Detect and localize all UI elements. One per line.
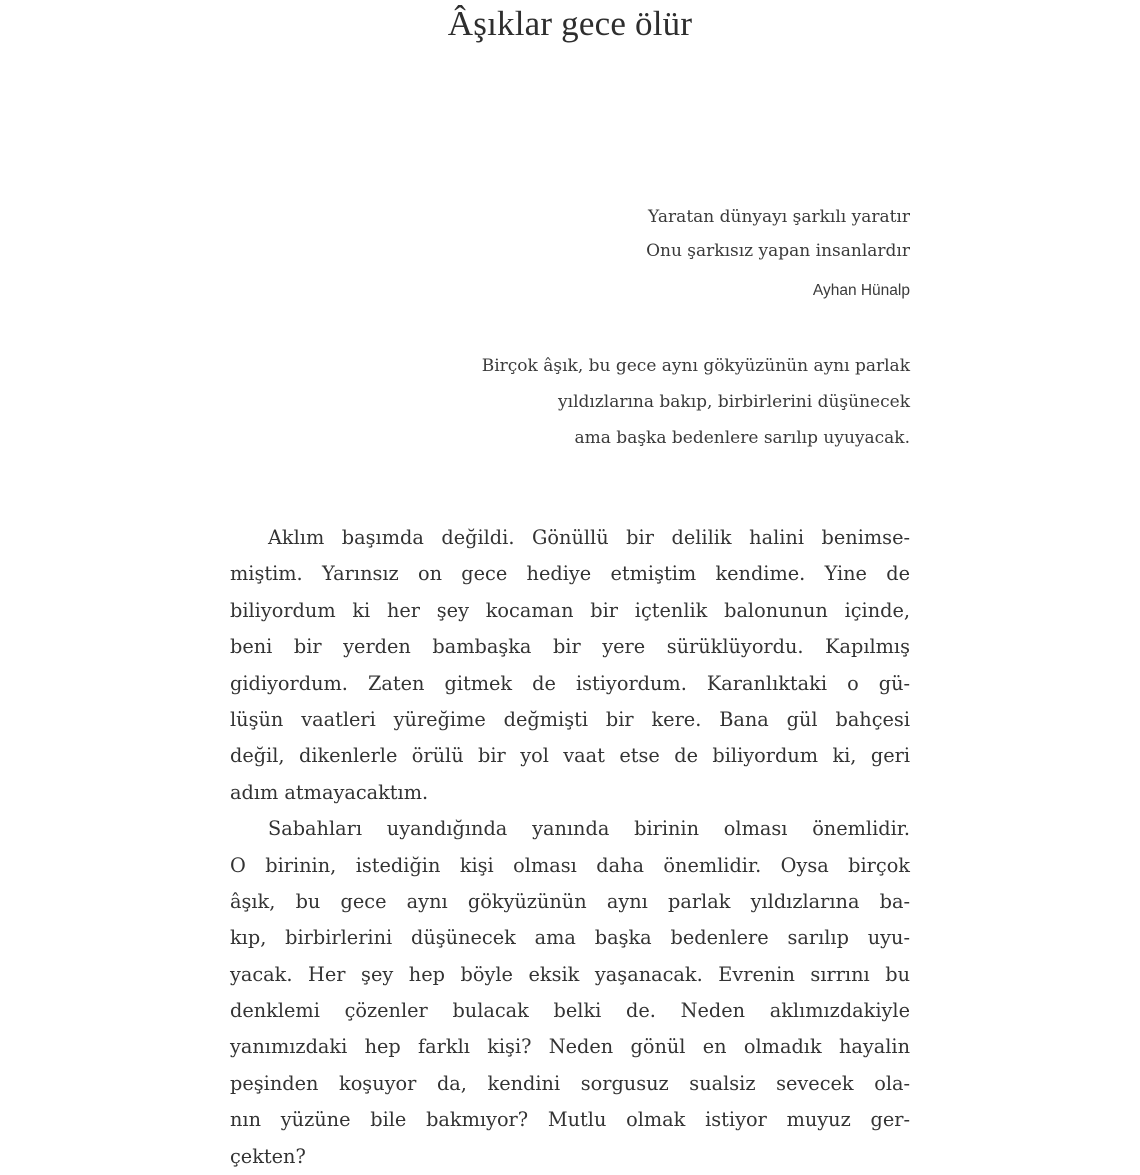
paragraph-2 (230, 811, 910, 1175)
quote-line: ama başka bedenlere sarılıp uyuyacak. (574, 428, 910, 448)
text-line: adım atmayacaktım. (230, 780, 429, 804)
quote-line: yıldızlarına bakıp, birbirlerini düşünecek (558, 392, 910, 412)
chapter-title: Âşıklar gece ölür (447, 4, 693, 43)
text-line: denklemi çözenler bulacak belki de. Neden aklımızdakiyle (230, 999, 910, 1023)
text-line: kıp, birbirlerini düşünecek ama başka bedenlere sarılıp uyu- (230, 926, 910, 950)
quote-line: Birçok âşık, bu gece aynı gökyüzünün aynı parlak (481, 356, 910, 376)
text-line: yanımızdaki hep farklı kişi? Neden gönül en olmadık hayalin (230, 1035, 910, 1059)
text-line: miştim. Yarınsız on gece hediye etmiştim kendime. Yine de (230, 562, 910, 586)
text-line: Aklım başımda değildi. Gönüllü bir delilik halini benimse- (268, 526, 910, 549)
text-line: peşinden koşuyor da, kendini sorgusuz sualsiz sevecek ola- (230, 1071, 910, 1095)
text-line: beni bir yerden bambaşka bir yere sürüklüyordu. Kapılmış (230, 635, 910, 659)
text-line: değil, dikenlerle örülü bir yol vaat etse de biliyordum ki, geri (230, 744, 910, 768)
text-line: Sabahları uyandığında yanında birinin olması önemlidir. (268, 817, 910, 841)
epigraph-author: Ayhan Hünalp (812, 282, 910, 299)
text-line: çekten? (230, 1144, 306, 1168)
text-line: biliyordum ki her şey kocaman bir içtenlik balonunun içinde, (230, 598, 910, 622)
epigraph-line: Yaratan dünyayı şarkılı yaratır (648, 207, 910, 227)
text-line: yacak. Her şey hep böyle eksik yaşanacak. Evrenin sırrını bu (230, 962, 910, 986)
body-text (230, 520, 910, 1175)
epigraph (646, 200, 910, 306)
text-line: âşık, bu gece aynı gökyüzünün aynı parlak yıldızlarına ba- (230, 889, 910, 913)
text-line: gidiyordum. Zaten gitmek de istiyordum. Karanlıktaki o gü- (230, 671, 910, 695)
text-line: O birinin, istediğin kişi olması daha önemlidir. Oysa birçok (230, 853, 910, 877)
text-line: nın yüzüne bile bakmıyor? Mutlu olmak istiyor muyuz ger- (230, 1108, 910, 1132)
epigraph-line: Onu şarkısız yapan insanlardır (646, 241, 910, 261)
paragraph-1 (230, 520, 910, 811)
chapter-quote (482, 348, 910, 456)
text-line: lüşün vaatleri yüreğime değmişti bir kere. Bana gül bahçesi (230, 707, 910, 731)
